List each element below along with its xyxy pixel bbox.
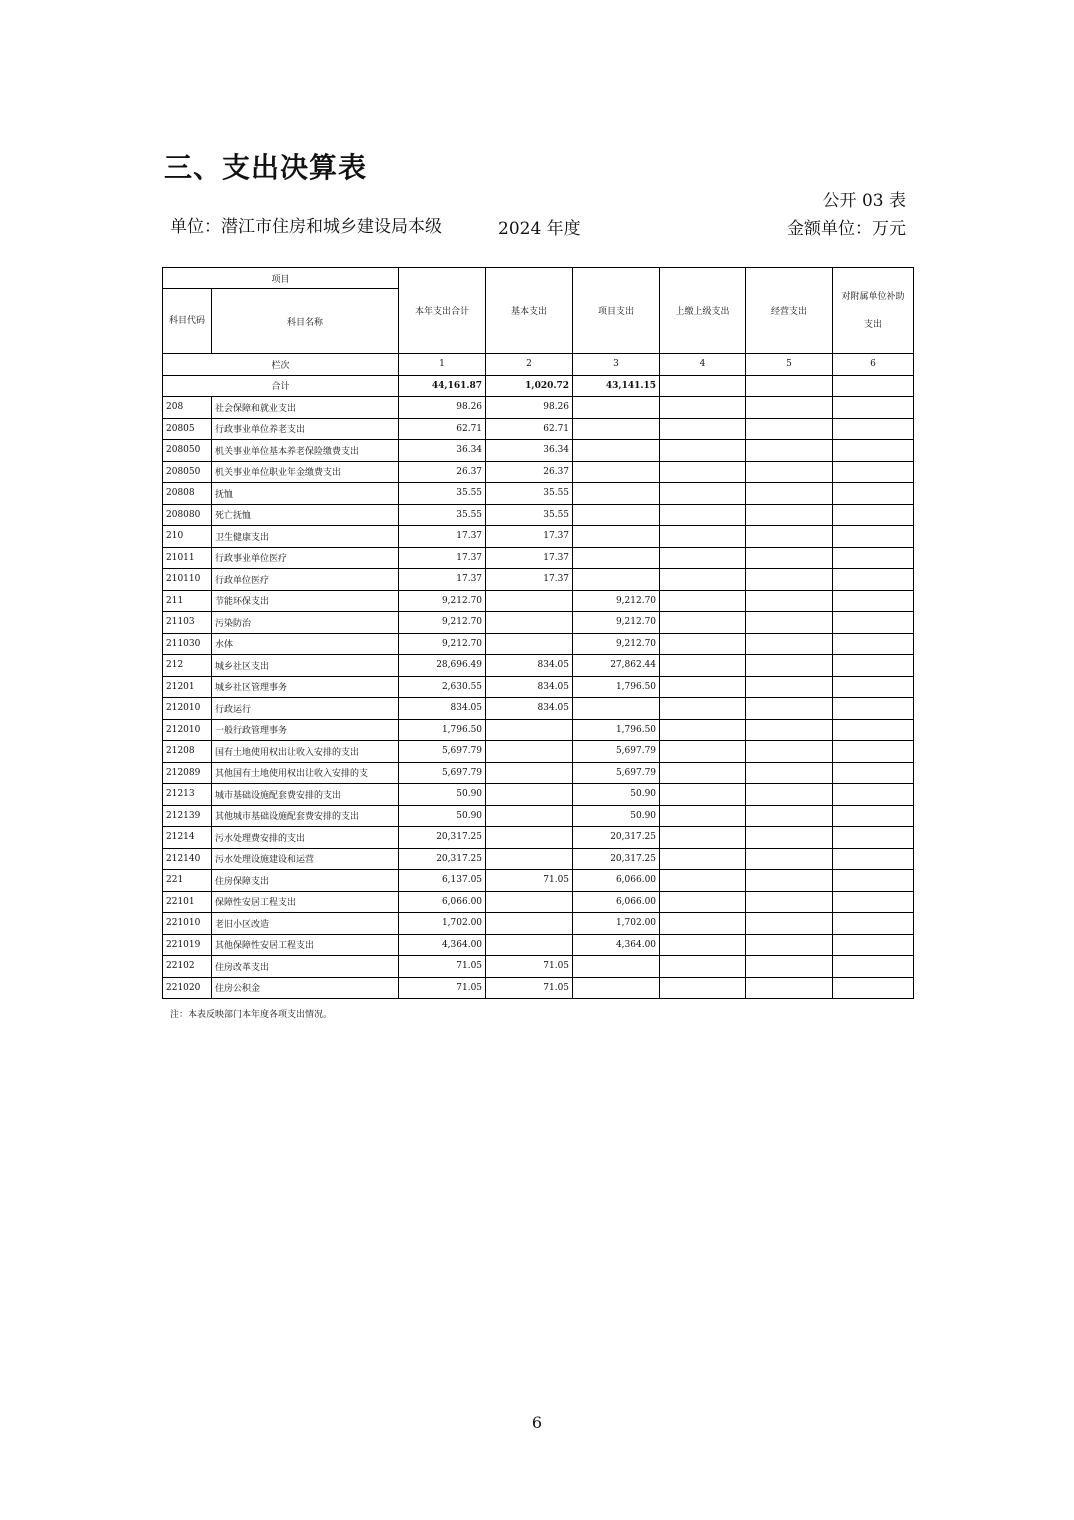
row-code: 21214 [163, 827, 212, 849]
row-code: 21103 [163, 612, 212, 634]
row-name: 国有土地使用权出让收入安排的支出 [212, 741, 399, 763]
row-basic [486, 934, 573, 956]
column-index-5: 5 [746, 354, 833, 376]
row-business [746, 397, 833, 419]
row-name: 城乡社区支出 [212, 655, 399, 677]
row-name: 行政运行 [212, 698, 399, 720]
column-index-2: 2 [486, 354, 573, 376]
row-total: 28,696.49 [399, 655, 486, 677]
table-row [163, 483, 914, 505]
row-basic: 35.55 [486, 504, 573, 526]
row-item [573, 977, 660, 999]
row-subsidy [833, 784, 914, 806]
row-subsidy [833, 633, 914, 655]
table-row [163, 891, 914, 913]
row-upper [660, 397, 746, 419]
table-row [163, 913, 914, 935]
row-name: 行政单位医疗 [212, 569, 399, 591]
row-name: 卫生健康支出 [212, 526, 399, 548]
row-upper [660, 848, 746, 870]
row-upper [660, 784, 746, 806]
row-business [746, 526, 833, 548]
table-row [163, 719, 914, 741]
row-business [746, 633, 833, 655]
row-business [746, 569, 833, 591]
row-code: 211 [163, 590, 212, 612]
row-upper [660, 633, 746, 655]
row-subsidy [833, 977, 914, 999]
column-index-4: 4 [660, 354, 746, 376]
row-subsidy [833, 848, 914, 870]
table-row [163, 590, 914, 612]
expenditure-table [162, 267, 914, 999]
row-subsidy [833, 676, 914, 698]
row-code: 208 [163, 397, 212, 419]
table-row [163, 440, 914, 462]
row-name: 水体 [212, 633, 399, 655]
row-upper [660, 913, 746, 935]
row-subsidy [833, 655, 914, 677]
row-subsidy [833, 483, 914, 505]
row-name: 住房改革支出 [212, 956, 399, 978]
row-business [746, 848, 833, 870]
table-row [163, 397, 914, 419]
sum-business [746, 375, 833, 397]
row-total: 9,212.70 [399, 633, 486, 655]
table-row [163, 612, 914, 634]
table-row [163, 655, 914, 677]
row-business [746, 741, 833, 763]
row-item: 4,364.00 [573, 934, 660, 956]
sum-item: 43,141.15 [573, 375, 660, 397]
row-name: 抚恤 [212, 483, 399, 505]
fiscal-year: 2024 年度 [498, 219, 581, 239]
row-business [746, 612, 833, 634]
row-upper [660, 655, 746, 677]
row-business [746, 891, 833, 913]
row-business [746, 956, 833, 978]
table-row [163, 461, 914, 483]
row-total: 5,697.79 [399, 741, 486, 763]
page-number: 6 [531, 1413, 543, 1432]
row-item [573, 956, 660, 978]
row-name: 城市基础设施配套费安排的支出 [212, 784, 399, 806]
header-name: 科目名称 [212, 289, 399, 354]
row-total: 98.26 [399, 397, 486, 419]
row-item: 5,697.79 [573, 741, 660, 763]
row-code: 212 [163, 655, 212, 677]
row-code: 208050 [163, 440, 212, 462]
row-total: 1,702.00 [399, 913, 486, 935]
row-code: 212010 [163, 698, 212, 720]
row-total: 17.37 [399, 569, 486, 591]
row-item: 6,066.00 [573, 870, 660, 892]
sum-basic: 1,020.72 [486, 375, 573, 397]
row-upper [660, 612, 746, 634]
table-note: 注：本表反映部门本年度各项支出情况。 [170, 1010, 333, 1020]
row-item [573, 483, 660, 505]
row-basic: 17.37 [486, 569, 573, 591]
row-upper [660, 440, 746, 462]
row-item: 20,317.25 [573, 848, 660, 870]
row-item: 50.90 [573, 784, 660, 806]
row-total: 1,796.50 [399, 719, 486, 741]
row-business [746, 440, 833, 462]
row-upper [660, 483, 746, 505]
row-upper [660, 569, 746, 591]
table-row [163, 526, 914, 548]
form-number: 公开 03 表 [822, 191, 906, 211]
row-upper [660, 461, 746, 483]
row-item: 9,212.70 [573, 633, 660, 655]
header-subsidy: 对附属单位补助支出 [833, 268, 914, 354]
row-business [746, 977, 833, 999]
row-code: 20805 [163, 418, 212, 440]
row-total: 6,137.05 [399, 870, 486, 892]
table-row [163, 956, 914, 978]
row-total: 71.05 [399, 956, 486, 978]
row-code: 210110 [163, 569, 212, 591]
row-code: 211030 [163, 633, 212, 655]
row-code: 210 [163, 526, 212, 548]
sum-total: 44,161.87 [399, 375, 486, 397]
row-total: 35.55 [399, 504, 486, 526]
table-row [163, 633, 914, 655]
row-basic: 98.26 [486, 397, 573, 419]
row-total: 50.90 [399, 784, 486, 806]
row-name: 机关事业单位职业年金缴费支出 [212, 461, 399, 483]
row-subsidy [833, 956, 914, 978]
row-total: 36.34 [399, 440, 486, 462]
row-subsidy [833, 805, 914, 827]
row-business [746, 784, 833, 806]
header-business: 经营支出 [746, 268, 833, 354]
row-total: 71.05 [399, 977, 486, 999]
table-row [163, 934, 914, 956]
row-basic: 62.71 [486, 418, 573, 440]
row-upper [660, 870, 746, 892]
row-business [746, 418, 833, 440]
row-subsidy [833, 913, 914, 935]
row-name: 社会保障和就业支出 [212, 397, 399, 419]
row-code: 21213 [163, 784, 212, 806]
table-row [163, 547, 914, 569]
row-basic [486, 913, 573, 935]
row-name: 死亡抚恤 [212, 504, 399, 526]
row-item [573, 397, 660, 419]
row-basic [486, 848, 573, 870]
row-name: 污染防治 [212, 612, 399, 634]
row-business [746, 913, 833, 935]
row-item: 9,212.70 [573, 612, 660, 634]
table-row [163, 848, 914, 870]
row-basic: 17.37 [486, 547, 573, 569]
row-total: 26.37 [399, 461, 486, 483]
row-subsidy [833, 547, 914, 569]
sum-upper [660, 375, 746, 397]
header-code: 科目代码 [163, 289, 212, 354]
row-business [746, 655, 833, 677]
row-upper [660, 418, 746, 440]
row-total: 6,066.00 [399, 891, 486, 913]
row-upper [660, 891, 746, 913]
header-basic: 基本支出 [486, 268, 573, 354]
row-business [746, 719, 833, 741]
row-business [746, 870, 833, 892]
header-item: 项目支出 [573, 268, 660, 354]
column-index-6: 6 [833, 354, 914, 376]
row-basic: 834.05 [486, 676, 573, 698]
row-code: 212140 [163, 848, 212, 870]
table-row [163, 870, 914, 892]
row-total: 35.55 [399, 483, 486, 505]
row-name: 行政事业单位医疗 [212, 547, 399, 569]
row-business [746, 504, 833, 526]
table-row [163, 805, 914, 827]
row-basic [486, 741, 573, 763]
row-code: 208050 [163, 461, 212, 483]
row-code: 221019 [163, 934, 212, 956]
row-code: 22101 [163, 891, 212, 913]
row-total: 17.37 [399, 547, 486, 569]
row-name: 一般行政管理事务 [212, 719, 399, 741]
row-subsidy [833, 397, 914, 419]
row-business [746, 461, 833, 483]
table-row [163, 418, 914, 440]
header-project: 项目 [163, 268, 399, 289]
money-unit: 金额单位：万元 [787, 219, 906, 239]
column-index-label: 栏次 [163, 354, 399, 376]
row-basic [486, 590, 573, 612]
row-upper [660, 547, 746, 569]
row-name: 污水处理费安排的支出 [212, 827, 399, 849]
row-subsidy [833, 719, 914, 741]
row-total: 834.05 [399, 698, 486, 720]
row-subsidy [833, 698, 914, 720]
row-name: 机关事业单位基本养老保险缴费支出 [212, 440, 399, 462]
row-upper [660, 719, 746, 741]
row-code: 221 [163, 870, 212, 892]
row-code: 22102 [163, 956, 212, 978]
row-item: 1,796.50 [573, 676, 660, 698]
row-item: 1,796.50 [573, 719, 660, 741]
row-business [746, 483, 833, 505]
row-item [573, 418, 660, 440]
row-item: 50.90 [573, 805, 660, 827]
row-subsidy [833, 418, 914, 440]
row-business [746, 805, 833, 827]
row-basic: 834.05 [486, 655, 573, 677]
row-total: 17.37 [399, 526, 486, 548]
row-name: 其他国有土地使用权出让收入安排的支 [212, 762, 399, 784]
row-item [573, 547, 660, 569]
row-basic [486, 719, 573, 741]
row-business [746, 827, 833, 849]
row-subsidy [833, 934, 914, 956]
table-row [163, 784, 914, 806]
row-business [746, 762, 833, 784]
row-name: 其他保障性安居工程支出 [212, 934, 399, 956]
row-upper [660, 934, 746, 956]
row-subsidy [833, 827, 914, 849]
row-basic: 26.37 [486, 461, 573, 483]
row-item [573, 504, 660, 526]
column-index-3: 3 [573, 354, 660, 376]
row-name: 其他城市基础设施配套费安排的支出 [212, 805, 399, 827]
row-total: 20,317.25 [399, 848, 486, 870]
row-total: 50.90 [399, 805, 486, 827]
row-total: 9,212.70 [399, 612, 486, 634]
row-basic [486, 612, 573, 634]
sum-subsidy [833, 375, 914, 397]
row-code: 21208 [163, 741, 212, 763]
table-row [163, 827, 914, 849]
row-code: 20808 [163, 483, 212, 505]
row-name: 保障性安居工程支出 [212, 891, 399, 913]
row-subsidy [833, 891, 914, 913]
row-item: 27,862.44 [573, 655, 660, 677]
row-basic [486, 827, 573, 849]
table-row [163, 676, 914, 698]
row-subsidy [833, 741, 914, 763]
row-upper [660, 526, 746, 548]
row-business [746, 547, 833, 569]
row-business [746, 934, 833, 956]
table-row [163, 569, 914, 591]
row-total: 20,317.25 [399, 827, 486, 849]
row-code: 21201 [163, 676, 212, 698]
row-basic: 71.05 [486, 956, 573, 978]
row-item: 1,702.00 [573, 913, 660, 935]
row-subsidy [833, 504, 914, 526]
column-index-1: 1 [399, 354, 486, 376]
row-total: 9,212.70 [399, 590, 486, 612]
row-upper [660, 762, 746, 784]
row-basic: 71.05 [486, 870, 573, 892]
row-upper [660, 805, 746, 827]
row-name: 行政事业单位养老支出 [212, 418, 399, 440]
row-name: 住房保障支出 [212, 870, 399, 892]
row-total: 5,697.79 [399, 762, 486, 784]
row-subsidy [833, 461, 914, 483]
row-code: 21011 [163, 547, 212, 569]
row-basic [486, 784, 573, 806]
row-total: 2,630.55 [399, 676, 486, 698]
row-subsidy [833, 440, 914, 462]
row-basic [486, 762, 573, 784]
row-code: 221010 [163, 913, 212, 935]
row-name: 老旧小区改造 [212, 913, 399, 935]
page-title: 三、支出决算表 [164, 151, 368, 184]
table-row [163, 504, 914, 526]
table-row [163, 698, 914, 720]
row-name: 污水处理设施建设和运营 [212, 848, 399, 870]
row-upper [660, 590, 746, 612]
row-basic [486, 805, 573, 827]
row-code: 212139 [163, 805, 212, 827]
row-upper [660, 504, 746, 526]
row-item: 5,697.79 [573, 762, 660, 784]
table-row [163, 741, 914, 763]
row-basic: 17.37 [486, 526, 573, 548]
row-code: 221020 [163, 977, 212, 999]
row-upper [660, 698, 746, 720]
row-subsidy [833, 762, 914, 784]
row-basic: 71.05 [486, 977, 573, 999]
row-upper [660, 977, 746, 999]
row-item: 20,317.25 [573, 827, 660, 849]
row-code: 212089 [163, 762, 212, 784]
row-upper [660, 741, 746, 763]
header-upper: 上缴上级支出 [660, 268, 746, 354]
row-name: 城乡社区管理事务 [212, 676, 399, 698]
row-upper [660, 827, 746, 849]
sum-label: 合计 [163, 375, 399, 397]
unit-label: 单位：潜江市住房和城乡建设局本级 [170, 217, 442, 237]
row-item [573, 526, 660, 548]
row-item: 9,212.70 [573, 590, 660, 612]
row-basic: 834.05 [486, 698, 573, 720]
row-basic [486, 891, 573, 913]
row-business [746, 676, 833, 698]
table-row [163, 762, 914, 784]
row-code: 212010 [163, 719, 212, 741]
row-total: 4,364.00 [399, 934, 486, 956]
row-code: 208080 [163, 504, 212, 526]
row-basic: 36.34 [486, 440, 573, 462]
row-item [573, 461, 660, 483]
row-basic: 35.55 [486, 483, 573, 505]
table-row [163, 977, 914, 999]
header-total: 本年支出合计 [399, 268, 486, 354]
row-basic [486, 633, 573, 655]
row-subsidy [833, 612, 914, 634]
row-item [573, 440, 660, 462]
row-subsidy [833, 870, 914, 892]
row-name: 住房公积金 [212, 977, 399, 999]
row-upper [660, 956, 746, 978]
row-subsidy [833, 526, 914, 548]
row-business [746, 698, 833, 720]
row-total: 62.71 [399, 418, 486, 440]
row-item: 6,066.00 [573, 891, 660, 913]
row-subsidy [833, 590, 914, 612]
row-subsidy [833, 569, 914, 591]
row-business [746, 590, 833, 612]
row-name: 节能环保支出 [212, 590, 399, 612]
row-upper [660, 676, 746, 698]
row-item [573, 569, 660, 591]
row-item [573, 698, 660, 720]
